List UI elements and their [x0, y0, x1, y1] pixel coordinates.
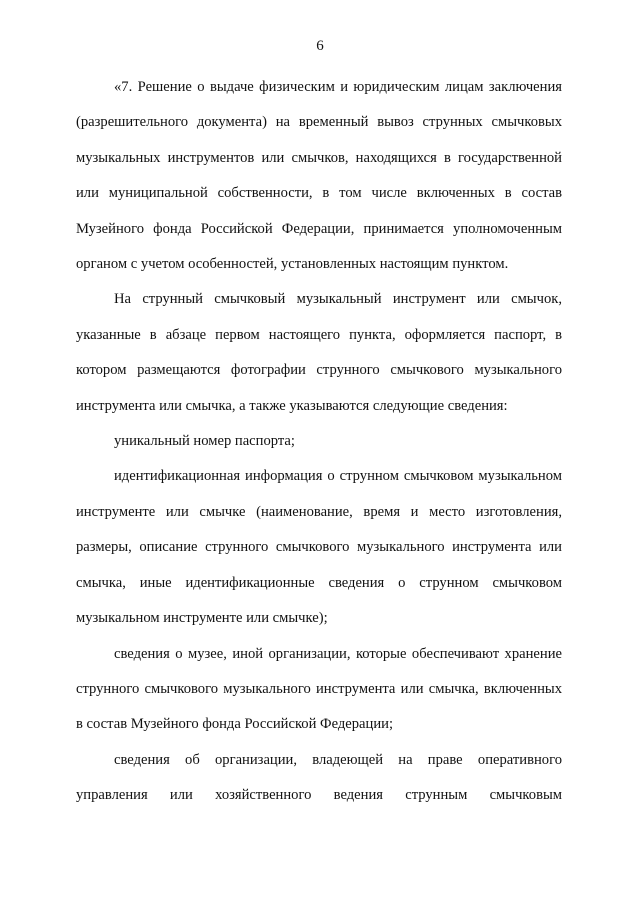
page-number: 6: [316, 38, 324, 54]
document-body: [76, 70, 562, 814]
list-item-organization-info: сведения об организации, владеющей на праве оперативного управления или хозяйственного ведения струнным смычковым: [76, 751, 562, 804]
list-item-museum-info: сведения о музее, иной организации, которые обеспечивают хранение струнного смычкового музыкального инструмента или смычка, включенных в состав Музейного фонда Российской Федерации;: [76, 645, 562, 733]
paragraph-passport: На струнный смычковый музыкальный инструмент или смычок, указанные в абзаце первом настоящего пункта, оформляется паспорт, в котором размещаются фотографии струнного смычкового музыкального инструмента или смычка, а также указываются следующие сведения:: [76, 291, 562, 414]
paragraph-decision: «7. Решение о выдаче физическим и юридическим лицам заключения (разрешительного документа) на временный вывоз струнных смычковых музыкальных инструментов или смычков, находящихся в государственной или муниципальной собственности, в том числе включенных в состав Музейного фонда Российской Федерации, принимается уполномоченным органом с учетом особенностей, установленных настоящим пунктом.: [76, 79, 562, 273]
list-item-identification-info: идентификационная информация о струнном смычковом музыкальном инструменте или смычке (наименование, время и место изготовления, размеры, описание струнного смычкового музыкального инструмента или смычка, иные идентификационные сведения о струнном смычковом музыкальном инструменте или смычке);: [76, 468, 562, 627]
list-item-passport-number: уникальный номер паспорта;: [114, 433, 295, 450]
